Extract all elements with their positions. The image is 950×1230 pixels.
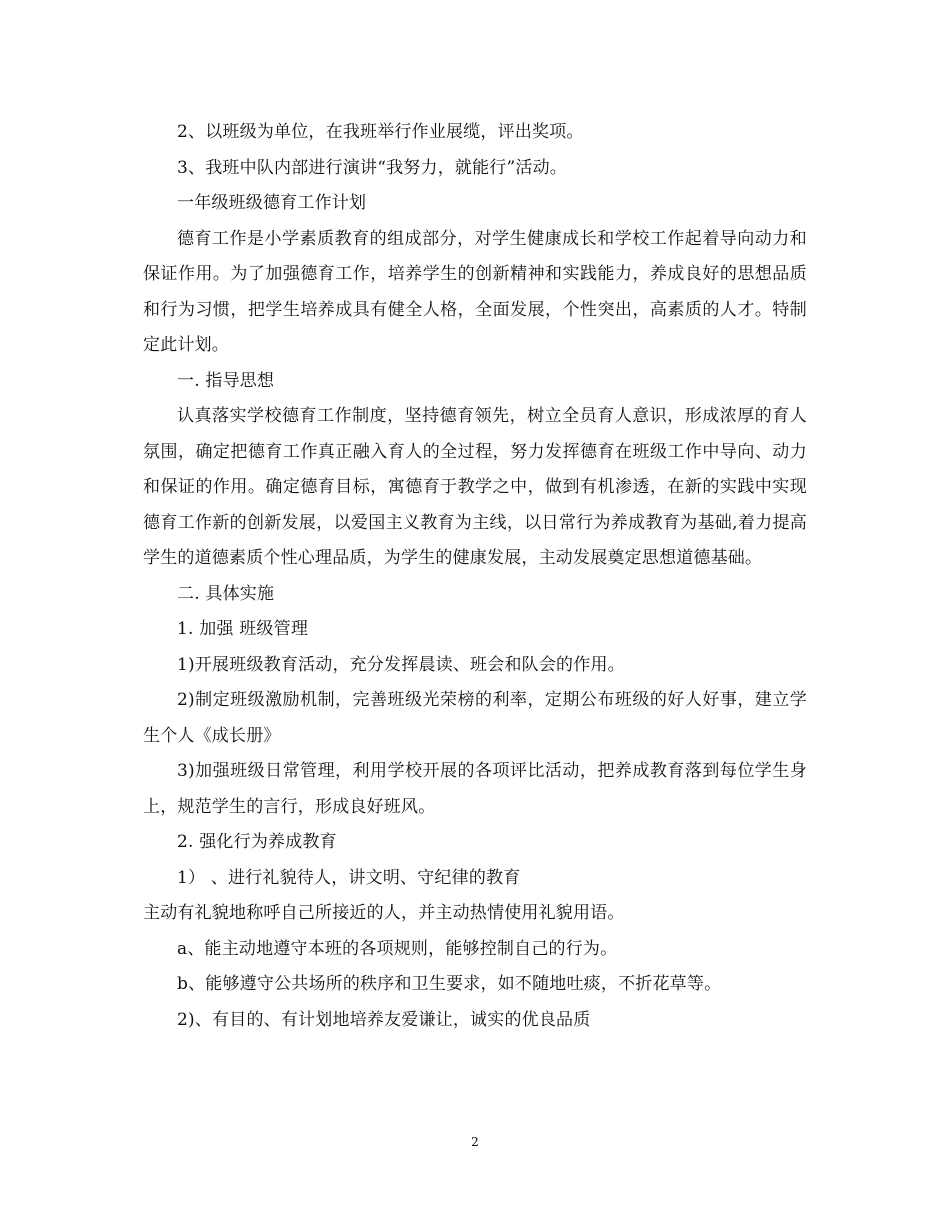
paragraph: 德育工作是小学素质教育的组成部分，对学生健康成长和学校工作起着导向动力和保证作用。为了加强德育工作，培养学生的创新精神和实践能力，养成良好的思想品质和行为习惯，把学生培养成具有健全人格，全面发展，个性突出，高素质的人才。特制定此计划。 xyxy=(143,228,807,355)
paragraph: 二. 具体实施 xyxy=(177,583,275,604)
paragraph: 3、我班中队内部进行演讲“我努力，就能行”活动。 xyxy=(177,157,567,178)
paragraph: 1. 加强 班级管理 xyxy=(177,619,309,639)
paragraph: 认真落实学校德育工作制度，坚持德育领先，树立全员育人意识，形成浓厚的育人氛围，确定把德育工作真正融入育人的全过程，努力发挥德育在班级工作中导向、动力和保证的作用。确定德育目标，寓德育于教学之中，做到有机渗透，在新的实践中实现德育工作新的创新发展，以爱国主义教育为主线，以日常行为养成教育为基础,着力提高学生的道德素质个性心理品质，为学生的健康发展，主动发展奠定思想道德基础。 xyxy=(143,406,807,568)
paragraph: 2)、有目的、有计划地培养友爱谦让，诚实的优良品质 xyxy=(177,1009,591,1030)
paragraph: 一年级班级德育工作计划 xyxy=(177,193,367,213)
paragraph: 2、以班级为单位，在我班举行作业展缆，评出奖项。 xyxy=(177,122,584,142)
paragraph: 3)加强班级日常管理，利用学校开展的各项评比活动，把养成教育落到每位学生身上，规范学生的言行，形成良好班风。 xyxy=(143,761,807,817)
paragraph: 1)开展班级教育活动，充分发挥晨读、班会和队会的作用。 xyxy=(177,654,625,675)
paragraph: 2. 强化行为养成教育 xyxy=(177,832,337,852)
document-body xyxy=(143,115,807,1038)
paragraph: b、能够遵守公共场所的秩序和卫生要求，如不随地吐痰，不折花草等。 xyxy=(177,974,722,994)
paragraph: a、能主动地遵守本班的各项规则，能够控制自己的行为。 xyxy=(177,938,618,959)
page-number: 2 xyxy=(471,1135,479,1149)
paragraph: 一. 指导思想 xyxy=(177,370,275,391)
paragraph: 1） 、进行礼貌待人，讲文明、守纪律的教育 xyxy=(177,867,521,888)
paragraph: 2)制定班级激励机制，完善班级光荣榜的利率，定期公布班级的好人好事，建立学生个人《成长册》 xyxy=(143,690,807,746)
paragraph: 主动有礼貌地称呼自己所接近的人，并主动热情使用礼貌用语。 xyxy=(143,903,625,923)
